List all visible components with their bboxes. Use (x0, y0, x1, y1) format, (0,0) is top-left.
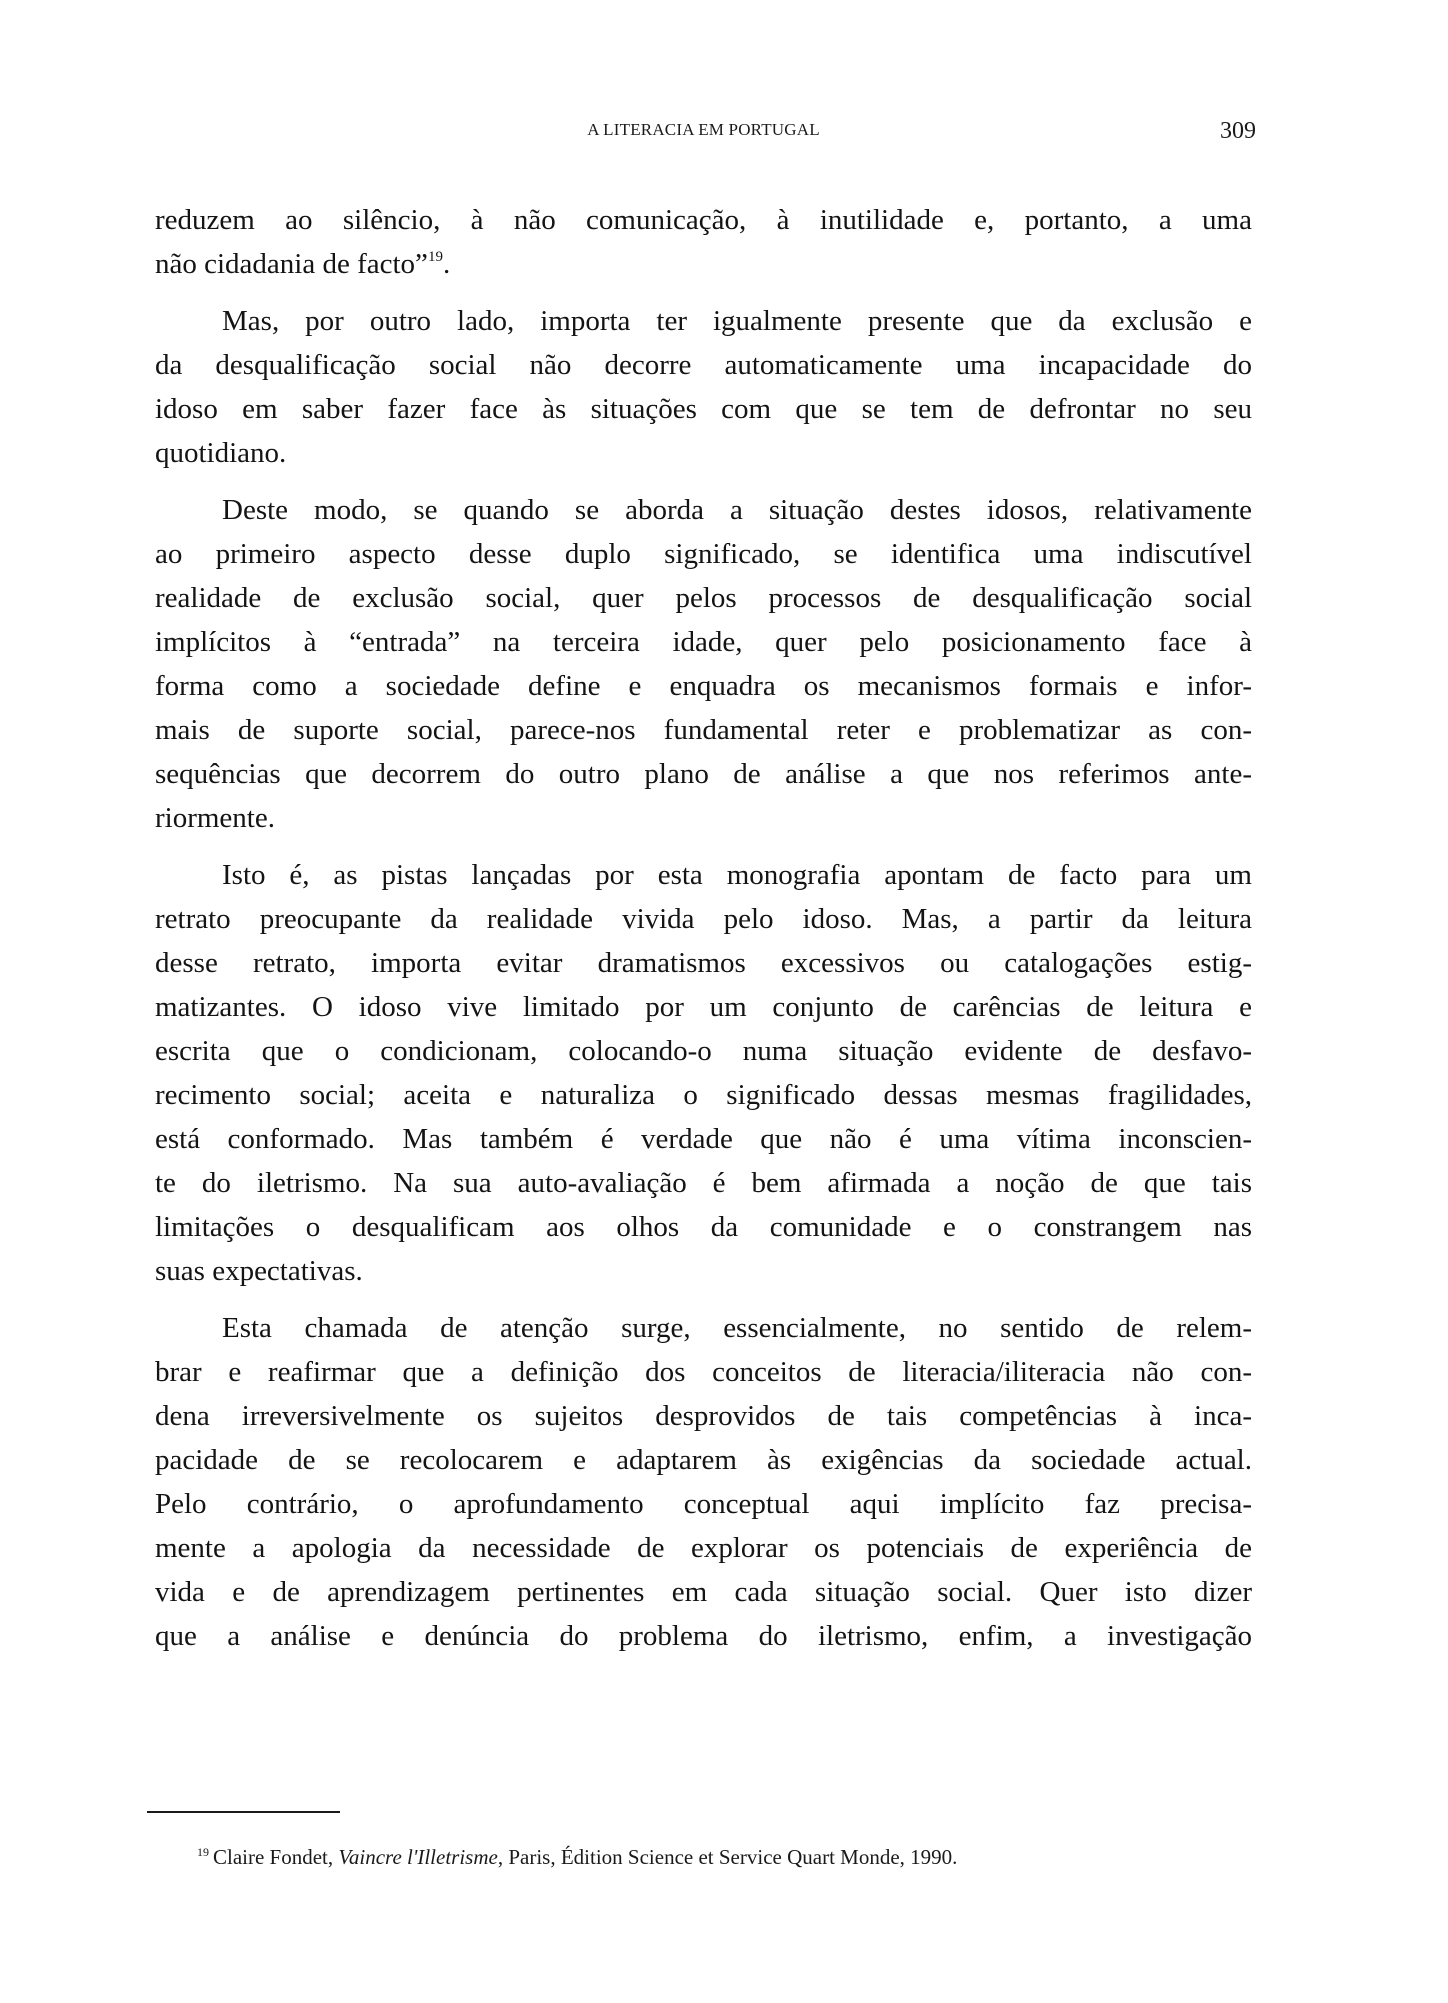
text-line: mente a apologia da necessidade de explorar os potenciais de experiência de (155, 1532, 1252, 1564)
text-line: Esta chamada de atenção surge, essencialmente, no sentido de relem- (222, 1312, 1252, 1344)
text-line: está conformado. Mas também é verdade que não é uma vítima inconscien- (155, 1123, 1252, 1155)
text-line: brar e reafirmar que a definição dos conceitos de literacia/iliteracia não con- (155, 1356, 1252, 1388)
paragraph-3 (155, 488, 1252, 840)
paragraph-4 (155, 853, 1252, 1293)
text-line: escrita que o condicionam, colocando-o numa situação evidente de desfavo- (155, 1035, 1252, 1067)
text-line-punctuation: . (442, 248, 451, 280)
text-line: forma como a sociedade define e enquadra os mecanismos formais e infor- (155, 670, 1252, 702)
text-line: vida e de aprendizagem pertinentes em cada situação social. Quer isto dizer (155, 1576, 1252, 1608)
text-line: Pelo contrário, o aprofundamento conceptual aqui implícito faz precisa- (155, 1488, 1252, 1520)
page-number: 309 (1220, 118, 1256, 144)
text-line: implícitos à “entrada” na terceira idade, quer pelo posicionamento face à (155, 626, 1252, 658)
paragraph-5 (155, 1306, 1252, 1658)
footnote-publication-details: , Paris, Édition Science et Service Quart Monde, 1990. (497, 1845, 958, 1869)
text-line: recimento social; aceita e naturaliza o significado dessas mesmas fragilidades, (155, 1079, 1252, 1111)
footnote-separator-rule (147, 1811, 340, 1813)
text-line: ao primeiro aspecto desse duplo significado, se identifica uma indiscutível (155, 538, 1252, 570)
text-line: da desqualificação social não decorre automaticamente uma incapacidade do (155, 349, 1252, 381)
footnote-reference[interactable]: 19 (427, 249, 443, 265)
text-line: mais de suporte social, parece-nos fundamental reter e problematizar as con- (155, 714, 1252, 746)
footnote-author: Claire Fondet, (213, 1845, 339, 1869)
footnote-book-title: Vaincre l'Illetrisme (338, 1845, 498, 1869)
text-line: quotidiano. (155, 437, 287, 469)
text-line: retrato preocupante da realidade vivida pelo idoso. Mas, a partir da leitura (155, 903, 1252, 935)
text-line: desse retrato, importa evitar dramatismos excessivos ou catalogações estig- (155, 947, 1252, 979)
paragraph-2 (155, 299, 1252, 475)
text-line-content: não cidadania de facto” (155, 248, 428, 280)
footnote-19 (197, 1843, 957, 1871)
text-line: Deste modo, se quando se aborda a situação destes idosos, relativamente (222, 494, 1252, 526)
text-line (155, 242, 1252, 286)
text-line: dena irreversivelmente os sujeitos desprovidos de tais competências à inca- (155, 1400, 1252, 1432)
text-line: idoso em saber fazer face às situações com que se tem de defrontar no seu (155, 393, 1252, 425)
text-line: que a análise e denúncia do problema do iletrismo, enfim, a investigação (155, 1620, 1252, 1652)
text-line: pacidade de se recolocarem e adaptarem às exigências da sociedade actual. (155, 1444, 1252, 1476)
text-line: reduzem ao silêncio, à não comunicação, à inutilidade e, portanto, a uma (155, 204, 1252, 236)
running-title: A LITERACIA EM PORTUGAL (587, 120, 820, 139)
body-text (155, 198, 1252, 1671)
text-line: Mas, por outro lado, importa ter igualmente presente que da exclusão e (222, 305, 1252, 337)
text-line: riormente. (155, 802, 275, 834)
text-line: Isto é, as pistas lançadas por esta monografia apontam de facto para um (222, 859, 1252, 891)
text-line: sequências que decorrem do outro plano de análise a que nos referimos ante- (155, 758, 1252, 790)
text-line: suas expectativas. (155, 1255, 363, 1287)
paragraph-1 (155, 198, 1252, 286)
running-header (155, 118, 1256, 148)
text-line: te do iletrismo. Na sua auto-avaliação é bem afirmada a noção de que tais (155, 1167, 1252, 1199)
text-line: limitações o desqualificam aos olhos da comunidade e o constrangem nas (155, 1211, 1252, 1243)
text-line: realidade de exclusão social, quer pelos processos de desqualificação social (155, 582, 1252, 614)
footnote-number: 19 (197, 1845, 209, 1859)
text-line: matizantes. O idoso vive limitado por um conjunto de carências de leitura e (155, 991, 1252, 1023)
